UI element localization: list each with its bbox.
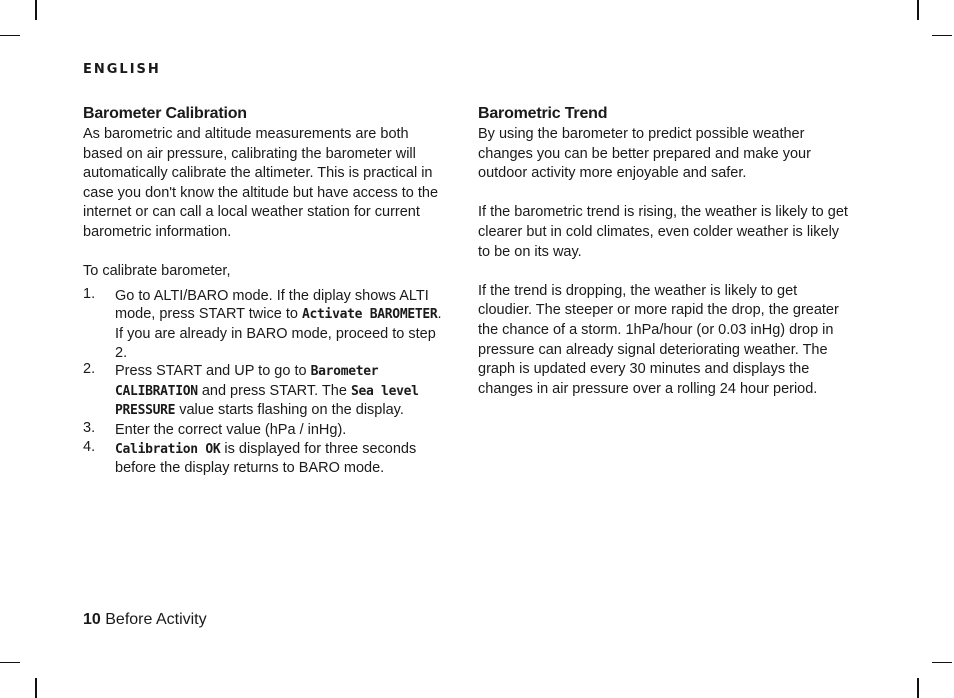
lcd-text: Activate BAROMETER [301,307,438,323]
calibration-intro: As barometric and altitude measurements are both based on air pressure, calibrating the barometer will automatically calibrate the altimeter. This is practical in case you don't know the altitude but have access to the internet or can call a local weather station for current barometric information. [83,126,439,240]
right-column [478,104,848,399]
step-number: 2. [83,361,96,378]
crop-mark-bottom-left-vertical [35,678,37,698]
crop-mark-top-right-horizontal [932,35,952,36]
crop-mark-bottom-left-horizontal [0,662,20,663]
step-number: 1. [83,285,96,302]
page-number: 10 [83,611,101,628]
lcd-text: Barometer CALIBRATION [115,364,379,399]
page-footer [83,611,207,629]
crop-mark-top-right-vertical [917,0,919,20]
step-number: 4. [83,438,96,455]
calibration-steps [83,287,448,478]
step-number: 3. [83,419,96,436]
trend-paragraph-3: If the trend is dropping, the weather is likely to get cloudier. The steeper or more rapid the drop, the greater the chance of a storm. 1hPa/hour (or 0.03 inHg) drop in pressure can already signal deteriorating weather. The graph is updated every 30 minutes and displays the changes in air pressure over a rolling 24 hour period. [478,282,839,397]
crop-mark-top-left-vertical [35,0,37,20]
section-heading-calibration: Barometer Calibration [83,105,247,122]
calibration-lead: To calibrate barometer, [83,263,231,280]
lcd-text: Calibration OK [115,441,221,457]
step-item: 4. Calibration OK is displayed for three seconds before the display returns to BARO mode. [83,438,417,477]
step-item: 3. Enter the correct value (hPa / inHg). [83,419,347,438]
left-column [83,104,448,478]
crop-mark-bottom-right-vertical [917,678,919,698]
section-heading-trend: Barometric Trend [478,105,608,122]
crop-mark-bottom-right-horizontal [932,662,952,663]
lcd-text: Sea level PRESSURE [115,383,419,419]
footer-section-title: Before Activity [105,611,207,628]
crop-mark-top-left-horizontal [0,35,20,36]
trend-paragraph-1: By using the barometer to predict possible weather changes you can be better prepared and make your outdoor activity more enjoyable and safer. [478,126,811,182]
language-label: ENGLISH [83,62,161,77]
trend-paragraph-2: If the barometric trend is rising, the weather is likely to get clearer but in cold climates, even colder weather is likely to be on its way. [478,204,848,260]
step-item: 2. Press START and UP to go to Barometer CALIBRATION and press START. The Sea level PRESSURE value starts flashing on the display. [83,361,419,419]
step-item: 1. Go to ALTI/BARO mode. If the diplay shows ALTI mode, press START twice to Activate BAROMETER. If you are already in BARO mode, proceed to step 2. [83,285,442,361]
